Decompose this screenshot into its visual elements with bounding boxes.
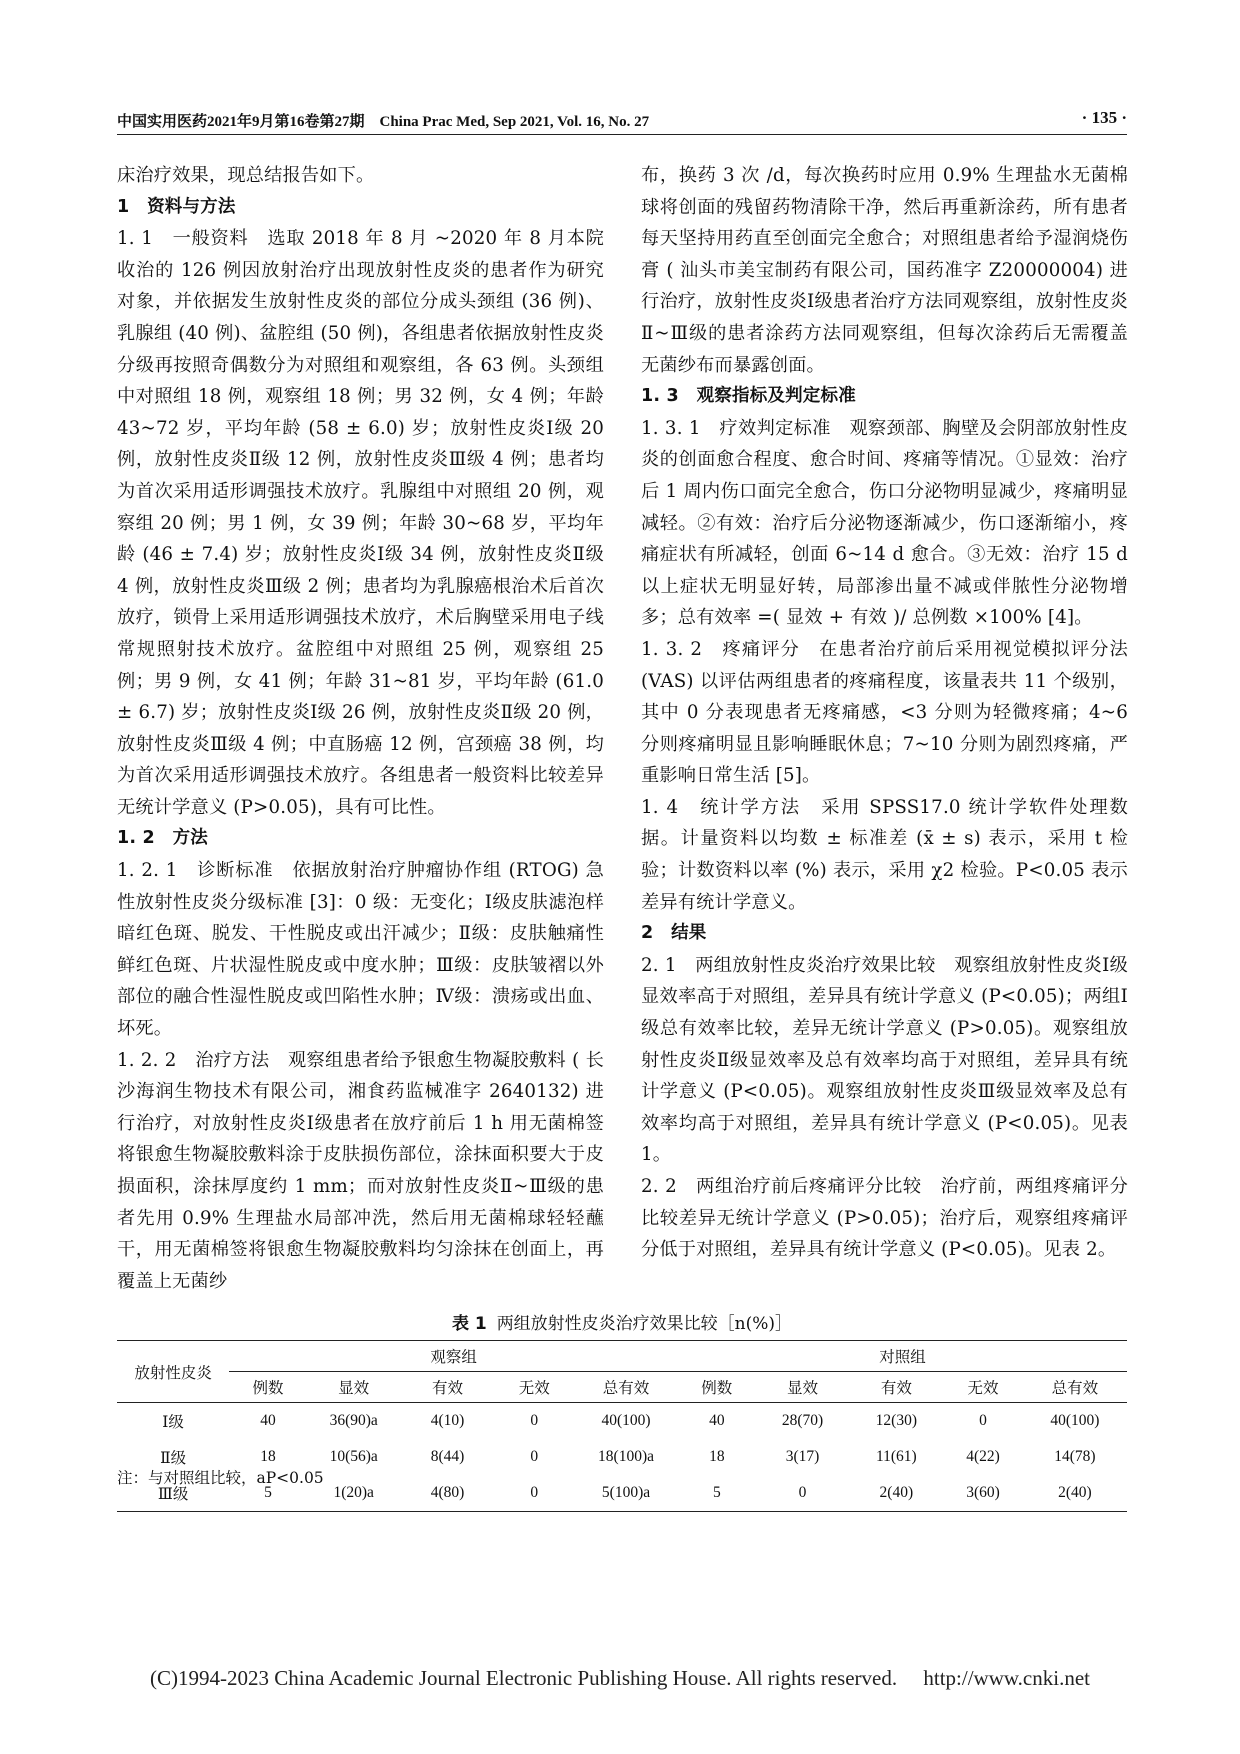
table-row (117, 1403, 1127, 1440)
table-cell: 10(56)a (329, 1448, 378, 1465)
paragraph: 1. 2. 2 治疗方法 观察组患者给予银愈生物凝胶敷料 ( 长沙海润生物技术有限公司，湘食药监械准字 2640132) 进行治疗，对放射性皮炎Ⅰ级患者在放疗前后 1 h 用无菌棉签将银愈生物凝胶敷料涂于皮肤损伤部位，涂抹面积要大于皮损面积，涂抹厚度约 1 mm；而对放射性皮炎Ⅱ~Ⅲ级的患者先用 0.9% 生理盐水局部冲洗，然后用无菌棉球轻轻蘸干，用无菌棉签将银愈生物凝胶敷料均匀涂抹在创面上，再覆盖上无菌纱 (117, 1049, 604, 1292)
table-cell: 4(22) (966, 1448, 1000, 1465)
table-cell: 40 (709, 1412, 725, 1429)
table-cell: 3(60) (943, 1475, 1023, 1512)
table-note: 注：与对照组比较，aP<0.05 (117, 1469, 324, 1487)
copyright-footer: (C)1994-2023 China Academic Journal Electronic Publishing House. All rights reserved. http://www.cnki.net (150, 1666, 1090, 1690)
column-header: 显效 (756, 1372, 850, 1403)
paragraph: 2. 1 两组放射性皮炎治疗效果比较 观察组放射性皮炎Ⅰ级显效率高于对照组，差异具有统计学意义 (P<0.05)；两组Ⅰ级总有效率比较，差异无统计学意义 (P>0.05)。观察组放射性皮炎Ⅱ级显效率及总有效率均高于对照组，差异具有统计学意义 (P<0.05)。观察组放射性皮炎Ⅲ级显效率及总有效率均高于对照组，差异具有统计学意义 (P<0.05)。见表 1。 (641, 954, 1128, 1166)
section-heading: 1 资料与方法 (117, 196, 236, 217)
section-heading: 2 结果 (641, 923, 707, 944)
table-cell: 5 (229, 1475, 307, 1512)
section-heading: 1. 2 方法 (117, 828, 208, 849)
table-cell: 40 (260, 1412, 276, 1429)
table-cell: 0 (979, 1412, 987, 1429)
column-header: 显效 (307, 1372, 401, 1403)
table-cell: 1(20)a (307, 1475, 401, 1512)
paragraph: 布，换药 3 次 /d，每次换药时应用 0.9% 生理盐水无菌棉球将创面的残留药物清除干净，然后再重新涂药，所有患者每天坚持用药直至创面完全愈合；对照组患者给予湿润烧伤膏 ( 汕头市美宝制药有限公司，国药准字 Z20000004) 进行治疗，放射性皮炎Ⅰ级患者治疗方法同观察组，放射性皮炎Ⅱ~Ⅲ级的患者涂药方法同观察组，但每次涂药后无需覆盖无菌纱布而暴露创面。 (641, 165, 1128, 376)
table-cell: 4(80) (401, 1475, 495, 1512)
table-cell: 8(44) (430, 1448, 465, 1465)
section-heading: 1. 3 观察指标及判定标准 (641, 386, 856, 407)
table-cell: 0 (530, 1412, 539, 1429)
column-header: 例数 (229, 1372, 307, 1403)
group-header-observation: 观察组 (229, 1341, 678, 1372)
column-header: 有效 (849, 1372, 943, 1403)
column-header: 无效 (943, 1372, 1023, 1403)
right-column (641, 160, 1128, 1266)
running-header (117, 106, 1127, 130)
paragraph: 1. 3. 1 疗效判定标准 观察颈部、胸壁及会阴部放射性皮炎的创面愈合程度、愈合时间、疼痛等情况。①显效：治疗后 1 周内伤口面完全愈合，伤口分泌物明显减少，疼痛明显减轻。②有效：治疗后分泌物逐渐减少，伤口逐渐缩小，疼痛症状有所减轻，创面 6~14 d 愈合。③无效：治疗 15 d 以上症状无明显好转，局部渗出量不减或伴脓性分泌物增多；总有效率 =( 显效 + 有效 )/ 总例数 ×100% [4]。 (641, 417, 1128, 629)
paragraph: 1. 1 一般资料 选取 2018 年 8 月 ~2020 年 8 月本院收治的 126 例因放射治疗出现放射性皮炎的患者作为研究对象，并依据发生放射性皮炎的部位分成头颈组 (36 例)、乳腺组 (40 例)、盆腔组 (50 例)，各组患者依据放射性皮炎分级再按照奇偶数分为对照组和观察组，各 63 例。头颈组中对照组 18 例，观察组 18 例；男 32 例，女 4 例；年龄 43~72 岁，平均年龄 (58 ± 6.0) 岁；放射性皮炎Ⅰ级 20 例，放射性皮炎Ⅱ级 12 例，放射性皮炎Ⅲ级 4 例；患者均为首次采用适形调强技术放疗。乳腺组中对照组 20 例，观察组 20 例；男 1 例，女 39 例；年龄 30~68 岁，平均年龄 (46 ± 7.4) 岁；放射性皮炎Ⅰ级 34 例，放射性皮炎Ⅱ级 4 例，放射性皮炎Ⅲ级 2 例；患者均为乳腺癌根治术后首次放疗，锁骨上采用适形调强技术放疗，术后胸壁采用电子线常规照射技术放疗。盆腔组中对照组 25 例，观察组 25 例；男 9 例，女 41 例；年龄 31~81 岁，平均年龄 (61.0 ± 6.7) 岁；放射性皮炎Ⅰ级 26 例，放射性皮炎Ⅱ级 20 例，放射性皮炎Ⅲ级 4 例；中直肠癌 12 例，宫颈癌 38 例，均为首次采用适形调强技术放疗。各组患者一般资料比较差异无统计学意义 (P>0.05)，具有可比性。 (117, 228, 604, 818)
table-cell: 0 (494, 1475, 574, 1512)
paragraph: 2. 2 两组治疗前后疼痛评分比较 治疗前，两组疼痛评分比较差异无统计学意义 (P>0.05)；治疗后，观察组疼痛评分低于对照组，差异具有统计学意义 (P<0.05)。见表 2。 (641, 1176, 1128, 1261)
table-cell: 40(100) (1050, 1412, 1100, 1429)
table-cell: 18 (709, 1448, 725, 1465)
column-header: 有效 (401, 1372, 495, 1403)
column-header: 无效 (494, 1372, 574, 1403)
table-cell: 5 (678, 1475, 756, 1512)
table-title: 两组放射性皮炎治疗效果比较［n(%)］ (496, 1314, 793, 1334)
table-cell: Ⅲ级 (117, 1475, 229, 1512)
column-header: 总有效 (1023, 1372, 1127, 1403)
paragraph: 1. 4 统计学方法 采用 SPSS17.0 统计学软件处理数据。计量资料以均数 ± 标准差 (x̄ ± s) 表示，采用 t 检验；计数资料以率 (%) 表示，采用 χ2 检验。P<0.05 表示差异有统计学意义。 (641, 796, 1128, 913)
table-cell: 0 (756, 1475, 850, 1512)
paragraph: 1. 3. 2 疼痛评分 在患者治疗前后采用视觉模拟评分法 (VAS) 以评估两组患者的疼痛程度，该量表共 11 个级别，其中 0 分表现患者无疼痛感，<3 分则为轻微疼痛；4~6 分则疼痛明显且影响睡眠休息；7~10 分则为剧烈疼痛，严重影响日常生活 [5]。 (641, 638, 1128, 787)
paragraph: 1. 2. 1 诊断标准 依据放射治疗肿瘤协作组 (RTOG) 急性放射性皮炎分级标准 [3]：0 级：无变化；Ⅰ级皮肤滤泡样暗红色斑、脱发、干性脱皮或出汗减少；Ⅱ级：皮肤触痛性鲜红色斑、片状湿性脱皮或中度水肿；Ⅲ级：皮肤皱褶以外部位的融合性湿性脱皮或凹陷性水肿；Ⅳ级：溃疡或出血、坏死。 (117, 860, 604, 1040)
table-cell: 18 (260, 1448, 276, 1465)
table-cell: 11(61) (875, 1448, 917, 1465)
page-number: · 135 · (1081, 108, 1127, 127)
table-cell: 4(10) (430, 1412, 465, 1429)
subheader-row (117, 1372, 1127, 1403)
row-header-cell: 放射性皮炎 (117, 1341, 229, 1403)
table-cell: 18(100)a (598, 1448, 654, 1465)
group-header-control: 对照组 (678, 1341, 1127, 1372)
table-cell: 36(90)a (329, 1412, 378, 1429)
column-header: 例数 (678, 1372, 756, 1403)
table-cell: 2(40) (1023, 1475, 1127, 1512)
column-header: 总有效 (574, 1372, 678, 1403)
table-cell: Ⅱ级 (160, 1450, 187, 1467)
table-cell: Ⅰ级 (162, 1414, 184, 1431)
table-caption (117, 1313, 1127, 1335)
table-cell: 2(40) (849, 1475, 943, 1512)
table-cell: 12(30) (875, 1412, 917, 1429)
table-cell: 5(100)a (574, 1475, 678, 1512)
table-cell: 28(70) (781, 1412, 824, 1429)
table-cell: 40(100) (601, 1412, 651, 1429)
table-cell: 3(17) (785, 1448, 820, 1465)
header-rule (117, 134, 1127, 135)
table-cell: 14(78) (1054, 1448, 1096, 1465)
table-label: 表 1 (451, 1314, 487, 1334)
paragraph: 床治疗效果，现总结报告如下。 (117, 165, 375, 186)
left-column (117, 160, 604, 1297)
table-cell: 0 (530, 1448, 539, 1465)
journal-info: 中国实用医药2021年9月第16卷第27期 China Prac Med, Sep 2021, Vol. 16, No. 27 (117, 114, 650, 130)
